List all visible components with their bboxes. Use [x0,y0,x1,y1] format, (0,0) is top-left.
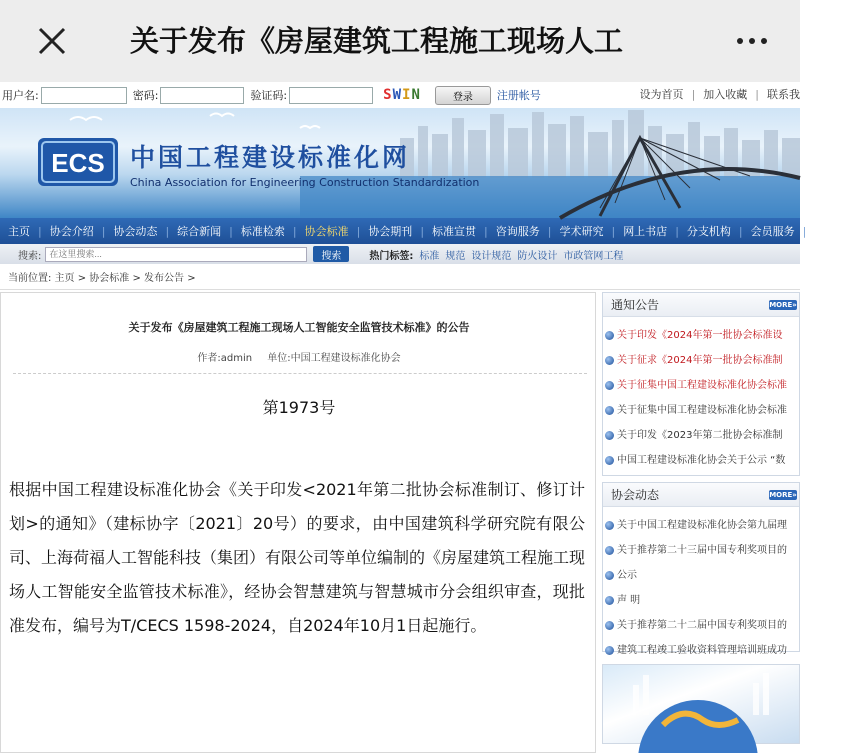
contact-link[interactable]: 联系我 [767,88,800,101]
hot-tag[interactable]: 防火设计 [517,250,558,262]
site-name-cn: 中国工程建设标准化网 [130,143,411,172]
notice-more-button[interactable]: MORE» [769,301,797,309]
breadcrumb: 当前位置: 主页 > 协会标准 > 发布公告 > [0,268,800,290]
news-item[interactable]: 关于推荐第二十二届中国专利奖项目的 [603,613,799,638]
hot-tag[interactable]: 规范 [445,250,466,262]
nav-item-activities[interactable]: 协会动态 [113,225,158,238]
sidebar [602,292,800,753]
password-input[interactable] [160,87,244,104]
search-input[interactable] [45,247,307,262]
news-item[interactable]: 公示 [603,563,799,588]
article-body: 根据中国工程建设标准化协会《关于印发<2021年第二批协会标准制订、修订计划>的通知》（建标协字〔2021〕20号）的要求，由中国建筑科学研究院有限公司、上海荷福人工智能科技（集团）有限公司等单位编制的《房屋建筑工程施工现场人工智能安全监管技术标准》，经协会智慧建筑与智慧城市分会组织审查，现批准发布，编号为T/CECS 1598-2024，自2024年10月1日起施行。 [9,480,586,635]
bullet-icon [605,571,614,580]
close-icon [37,26,67,56]
top-links: 设为首页 | 加入收藏 | 联系我 [639,88,800,101]
news-item[interactable]: 关于中国工程建设标准化协会第九届理 [603,513,799,538]
search-label: 搜索: [18,250,42,262]
set-home-link[interactable]: 设为首页 [639,88,684,101]
nav-item-branches[interactable]: 分支机构 [686,225,731,238]
news-item[interactable]: 声 明 [603,588,799,613]
article-number: 第1973号 [262,398,336,417]
nav-item-publicity[interactable]: 标准宣贯 [432,225,477,238]
bullet-icon [605,621,614,630]
bullet-icon [605,456,614,465]
article-unit: 单位:中国工程建设标准化协会 [267,353,401,364]
captcha-image[interactable]: SWIN [383,87,421,103]
bullet-icon [605,596,614,605]
nav-item-consulting[interactable]: 咨询服务 [495,225,540,238]
notice-box [602,292,800,476]
captcha-input[interactable] [289,87,373,104]
nav-item-members[interactable]: 会员服务 [750,225,795,238]
login-button[interactable]: 登录 [435,86,491,105]
close-button[interactable] [24,13,80,69]
username-input[interactable] [41,87,127,104]
notice-item[interactable]: 关于印发《2023年第二批协会标准制 [603,423,799,448]
bullet-icon [605,431,614,440]
notice-item[interactable]: 关于征集中国工程建设标准化协会标准 [603,398,799,423]
news-more-button[interactable]: MORE» [769,491,797,499]
bullet-icon [605,546,614,555]
nav-item-news[interactable]: 综合新闻 [177,225,222,238]
main-nav: 主页 | 协会介绍 | 协会动态 | 综合新闻 | 标准检索 | 协会标准 | 协会期刊 | 标准宣贯 | 咨询服务 | 学术研究 | 网上书店 | 分支机构 | 会员服务 | 专家库 [0,218,800,244]
article-panel [0,292,596,753]
news-header [603,483,799,507]
bullet-icon [605,331,614,340]
sidebar-banner-image[interactable] [602,664,800,744]
bullet-icon [605,381,614,390]
favorite-link[interactable]: 加入收藏 [703,88,748,101]
nav-item-research[interactable]: 学术研究 [559,225,604,238]
hot-tag[interactable]: 设计规范 [471,250,512,262]
username-label: 用户名: [2,89,39,102]
nav-item-standard-search[interactable]: 标准检索 [240,225,285,238]
globe-graphic [603,665,801,745]
notice-item[interactable]: 关于征求《2024年第一批协会标准制 [603,348,799,373]
notice-title: 通知公告 [611,298,660,312]
article-meta [1,349,597,364]
news-item[interactable]: 建筑工程竣工验收资料管理培训班成功 [603,638,799,663]
hot-tags-label: 热门标签: [369,250,414,262]
news-item[interactable]: 关于推荐第二十三届中国专利奖项目的 [603,538,799,563]
nav-item-association-standards[interactable]: 协会标准 [304,225,349,238]
nav-item-journal[interactable]: 协会期刊 [368,225,413,238]
bullet-icon [605,646,614,655]
article-author: 作者:admin [197,353,253,364]
captcha-label: 验证码: [250,89,288,102]
hot-tag[interactable]: 标准 [419,250,440,262]
bullet-icon [605,521,614,530]
notice-header [603,293,799,317]
site-banner [0,108,800,218]
ecs-logo [38,138,118,186]
search-button[interactable]: 搜索 [313,246,349,262]
svg-text:ECS: ECS [51,148,105,178]
main-content [0,292,800,753]
hot-tag[interactable]: 市政管网工程 [563,250,624,262]
nav-item-home[interactable]: 主页 [8,225,30,238]
site-name-en: China Association for Engineering Construction Standardization [130,176,480,189]
app-bar [0,0,800,82]
search-row [0,244,800,264]
register-link[interactable]: 注册帐号 [496,89,541,102]
article-title: 关于发布《房屋建筑工程施工现场人工智能安全监管技术标准》的公告 [128,321,470,334]
login-bar [0,82,800,108]
bullet-icon [605,406,614,415]
nav-item-about[interactable]: 协会介绍 [49,225,94,238]
bullet-icon [605,356,614,365]
notice-item[interactable]: 关于征集中国工程建设标准化协会标准 [603,373,799,398]
page-title: 关于发布《房屋建筑工程施工现场人工 [130,24,624,58]
nav-item-experts[interactable]: 专家库 [814,225,848,238]
notice-item[interactable]: 关于印发《2024年第一批协会标准设 [603,323,799,348]
more-menu-button[interactable] [728,20,776,62]
news-box [602,482,800,656]
more-dots-icon [737,38,743,44]
news-title: 协会动态 [611,488,660,502]
nav-item-bookstore[interactable]: 网上书店 [623,225,668,238]
divider [13,373,587,374]
password-label: 密码: [132,89,159,102]
notice-item[interactable]: 中国工程建设标准化协会关于公示 “数 [603,448,799,473]
